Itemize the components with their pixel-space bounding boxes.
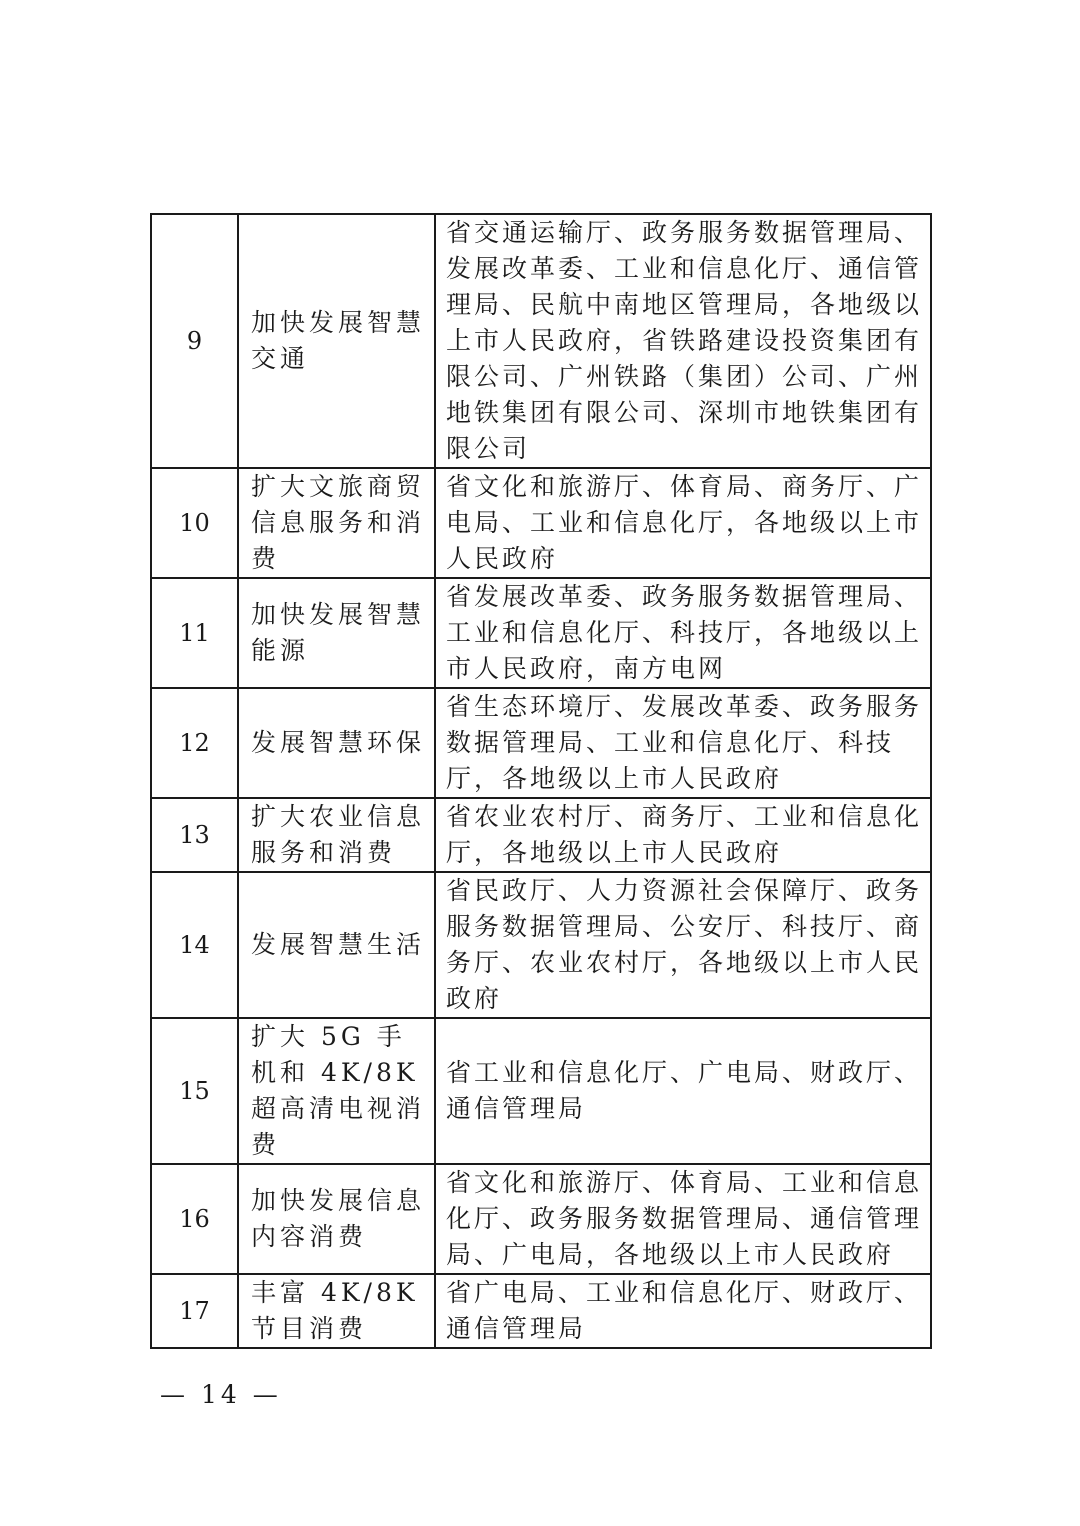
row-number: 10 <box>151 468 238 578</box>
responsible-departments: 省农业农村厅、商务厅、工业和信息化厅，各地级以上市人民政府 <box>435 798 931 872</box>
responsible-departments: 省交通运输厅、政务服务数据管理局、发展改革委、工业和信息化厅、通信管理局、民航中南地区管理局，各地级以上市人民政府，省铁路建设投资集团有限公司、广州铁路（集团）公司、广州地铁集团有限公司、深圳市地铁集团有限公司 <box>435 214 931 468</box>
responsible-departments: 省文化和旅游厅、体育局、商务厅、广电局、工业和信息化厅，各地级以上市人民政府 <box>435 468 931 578</box>
row-number: 13 <box>151 798 238 872</box>
task-table <box>150 213 932 1349</box>
table-row <box>151 578 931 688</box>
task-name: 丰富 4K/8K 节目消费 <box>238 1274 435 1348</box>
row-number: 15 <box>151 1018 238 1164</box>
task-name: 扩大 5G 手机和 4K/8K 超高清电视消费 <box>238 1018 435 1164</box>
responsible-departments: 省文化和旅游厅、体育局、工业和信息化厅、政务服务数据管理局、通信管理局、广电局，各地级以上市人民政府 <box>435 1164 931 1274</box>
responsible-departments: 省生态环境厅、发展改革委、政务服务数据管理局、工业和信息化厅、科技厅，各地级以上市人民政府 <box>435 688 931 798</box>
responsible-departments: 省工业和信息化厅、广电局、财政厅、通信管理局 <box>435 1018 931 1164</box>
task-name: 加快发展智慧能源 <box>238 578 435 688</box>
row-number: 9 <box>151 214 238 468</box>
responsible-departments: 省民政厅、人力资源社会保障厅、政务服务数据管理局、公安厅、科技厅、商务厅、农业农村厅，各地级以上市人民政府 <box>435 872 931 1018</box>
task-name: 发展智慧环保 <box>238 688 435 798</box>
table-row <box>151 1018 931 1164</box>
row-number: 17 <box>151 1274 238 1348</box>
task-name: 扩大文旅商贸信息服务和消费 <box>238 468 435 578</box>
table-row <box>151 214 931 468</box>
row-number: 14 <box>151 872 238 1018</box>
table-row <box>151 872 931 1018</box>
table-row <box>151 688 931 798</box>
task-name: 加快发展智慧交通 <box>238 214 435 468</box>
task-name: 加快发展信息内容消费 <box>238 1164 435 1274</box>
task-name: 扩大农业信息服务和消费 <box>238 798 435 872</box>
row-number: 11 <box>151 578 238 688</box>
page-number: — 14 — <box>160 1380 282 1409</box>
row-number: 16 <box>151 1164 238 1274</box>
responsible-departments: 省广电局、工业和信息化厅、财政厅、通信管理局 <box>435 1274 931 1348</box>
responsible-departments: 省发展改革委、政务服务数据管理局、工业和信息化厅、科技厅，各地级以上市人民政府，南方电网 <box>435 578 931 688</box>
table-row <box>151 1274 931 1348</box>
task-name: 发展智慧生活 <box>238 872 435 1018</box>
table-row <box>151 798 931 872</box>
table-row <box>151 468 931 578</box>
table-row <box>151 1164 931 1274</box>
row-number: 12 <box>151 688 238 798</box>
